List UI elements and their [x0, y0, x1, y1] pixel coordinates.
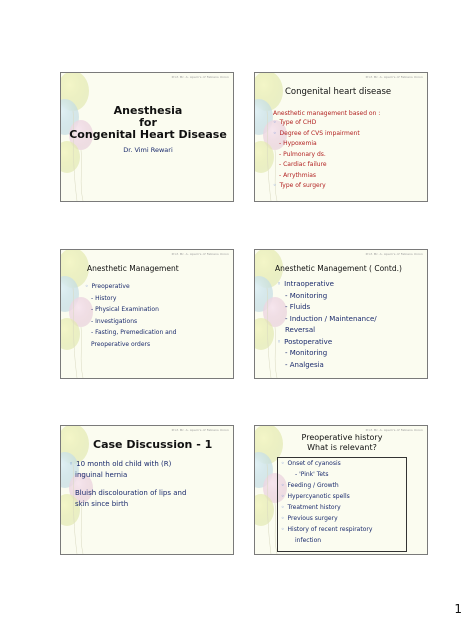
list-item	[281, 526, 372, 533]
list-item	[285, 292, 327, 300]
list-item-text: History of recent respiratory	[287, 526, 373, 533]
list-item-text: - Pulmonary ds.	[279, 150, 326, 158]
list-item	[281, 515, 338, 522]
list-item-text: Onset of cyanosis	[287, 460, 341, 467]
list-item-text: - 'Pink' Tets	[295, 471, 329, 478]
bullet-icon: ◦	[69, 460, 74, 468]
list-item	[285, 315, 377, 323]
list-item	[279, 140, 317, 147]
list-item-text: - Analgesia	[285, 360, 324, 369]
list-item	[75, 471, 127, 479]
bullet-icon: ◦	[273, 129, 277, 137]
list-item-text: - Arrythmias	[279, 171, 317, 179]
list-item-text: Intraoperative	[284, 280, 334, 288]
author: Dr. Vimi Rewari	[123, 146, 173, 154]
bullet-icon: ◦	[281, 460, 285, 467]
slide-title: Anesthetic Management	[87, 264, 179, 273]
bullet-icon: ◦	[85, 283, 89, 290]
slide-5	[60, 425, 234, 555]
list-item	[91, 329, 176, 336]
list-item-text: - Investigations	[91, 317, 138, 325]
title-line: What is relevant?	[307, 443, 377, 452]
list-item-text: Degree of CVS impairment	[279, 129, 360, 137]
bullet-icon: ◦	[281, 504, 285, 511]
list-item	[277, 338, 332, 346]
list-item	[277, 280, 334, 288]
list-item-text: - History	[91, 294, 117, 302]
slide-6	[254, 425, 428, 555]
list-item-text: inguinal hernia	[75, 470, 128, 479]
slide-header-note: Prof. Mr. A. Apem's of Fabians Union	[171, 252, 229, 256]
list-item	[295, 471, 329, 478]
bullet-icon: ◦	[281, 482, 285, 489]
list-item-text: Treatment history	[287, 504, 341, 511]
title-line: Anesthesia	[113, 104, 183, 117]
bullet-icon: ◦	[281, 526, 285, 533]
list-item-text: Previous surgery	[287, 515, 338, 522]
title-line: for	[139, 116, 157, 129]
list-item-text: Preoperative	[91, 283, 130, 290]
list-item	[285, 303, 310, 311]
bullet-icon: ◦	[281, 493, 285, 500]
list-item	[91, 295, 116, 302]
list-item-text: Postoperative	[284, 337, 333, 346]
list-item	[273, 119, 316, 126]
bullet-icon: ◦	[277, 337, 282, 346]
list-item-text: infection	[295, 537, 322, 544]
slide-4	[254, 249, 428, 379]
list-item-text: Hypercyanotic spells	[287, 493, 350, 500]
list-item-text: Bluish discolouration of lips and	[75, 489, 187, 497]
list-item-text: - Cardiac failure	[279, 161, 327, 168]
slide-header-note: Prof. Mr. A. Apem's of Fabians Union	[365, 428, 423, 432]
slide-3	[60, 249, 234, 379]
list-item	[279, 151, 326, 158]
list-item	[281, 460, 341, 467]
list-item	[91, 341, 150, 348]
slide-header-note: Prof. Mr. A. Apem's of Fabians Union	[365, 75, 423, 79]
slide-2	[254, 72, 428, 202]
list-item-text: skin since birth	[75, 499, 129, 508]
list-item-text: Preoperative orders	[91, 340, 151, 348]
list-item-text: - Monitoring	[285, 349, 328, 357]
list-item-text: - Induction / Maintenance/	[285, 314, 377, 323]
slide-header-note: Prof. Mr. A. Apem's of Fabians Union	[365, 252, 423, 256]
list-item-text: Reversal	[285, 326, 316, 334]
list-item	[279, 172, 316, 179]
list-item-text: Type of surgery	[279, 182, 326, 189]
list-item	[75, 489, 186, 497]
slide-title: Congenital heart disease	[285, 87, 392, 97]
slide-title	[61, 105, 234, 141]
list-item-text: - Fluids	[285, 303, 311, 311]
list-item	[285, 326, 315, 334]
list-item-text: Type of CHD	[279, 119, 317, 126]
list-item-text: 10 month old child with (R)	[76, 460, 172, 468]
list-item	[279, 161, 327, 168]
list-item	[285, 349, 327, 357]
list-item	[85, 283, 130, 290]
list-item	[281, 504, 341, 511]
slide-title: Case Discussion - 1	[93, 438, 213, 451]
list-item-text: - Monitoring	[285, 291, 328, 300]
list-item	[281, 493, 350, 500]
list-item-text: - Fasting, Premedication and	[91, 329, 177, 336]
bullet-icon: ◦	[281, 515, 285, 522]
list-item	[91, 306, 159, 313]
list-item-text: - Physical Examination	[91, 306, 159, 313]
page-number: 1	[454, 602, 462, 616]
bullet-icon: ◦	[277, 280, 282, 288]
list-item-text: Feeding / Growth	[287, 482, 339, 489]
list-item	[281, 482, 339, 489]
slide-header-note: Prof. Mr. A. Apem's of Fabians Union	[171, 75, 229, 79]
list-item	[285, 361, 324, 369]
bullet-icon: ◦	[273, 119, 277, 126]
slide-title	[255, 433, 428, 453]
list-item	[91, 318, 137, 325]
list-item	[273, 130, 360, 137]
title-line: Congenital Heart Disease	[69, 128, 227, 141]
slide-1	[60, 72, 234, 202]
list-item	[69, 460, 171, 468]
slide-title: Anesthetic Management ( Contd.)	[275, 264, 402, 273]
title-line: Preoperative history	[301, 433, 383, 442]
bullet-icon: ◦	[273, 182, 277, 189]
slide-header-note: Prof. Mr. A. Apem's of Fabians Union	[171, 428, 229, 432]
list-item-text: - Hypoxemia	[279, 140, 317, 147]
list-item	[273, 182, 326, 189]
slide-intro: Anesthetic management based on :	[273, 110, 381, 117]
list-item	[75, 500, 128, 508]
list-item	[295, 537, 321, 544]
